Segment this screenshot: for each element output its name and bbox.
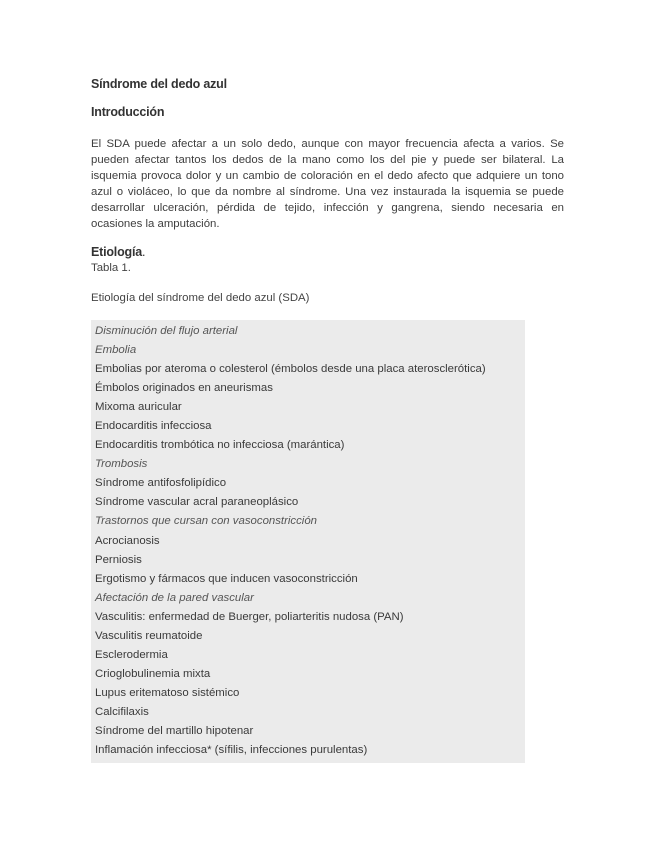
table-row: Mixoma auricular [95, 401, 182, 414]
etiology-heading-line [91, 244, 145, 260]
table-category-row: Trastornos que cursan con vasoconstricción [95, 515, 318, 528]
table-caption: Etiología del síndrome del dedo azul (SDA) [91, 292, 310, 304]
table-row: Endocarditis infecciosa [95, 420, 212, 433]
document-title: Síndrome del dedo azul [91, 77, 227, 91]
table-row: Esclerodermia [95, 648, 168, 661]
table-row: Vasculitis: enfermedad de Buerger, poliarteritis nudosa (PAN) [95, 610, 404, 623]
table-category-row: Disminución del flujo arterial [95, 325, 238, 337]
introduction-heading: Introducción [91, 105, 165, 119]
table-row: Endocarditis trombótica no infecciosa (marántica) [95, 439, 345, 452]
introduction-paragraph: El SDA puede afectar a un solo dedo, aunque con mayor frecuencia afecta a varios. Se pueden afectar tantos los dedos de la mano como los del pie y puede ser bilateral. La isquemia provoca dolor y un cambio de coloración en el dedo afecto que adquiere un tono azul o violáceo, lo que da nombre al síndrome. Una vez instaurada la isquemia se puede desarrollar ulceración, pérdida de tejido, infección y gangrena, siendo necesaria en ocasiones la amputación. [91, 138, 564, 231]
table-row: Síndrome antifosfolipídico [95, 477, 227, 490]
table-row: Síndrome vascular acral paraneoplásico [95, 496, 299, 509]
table-category-row: Trombosis [95, 458, 148, 471]
table-row: Perniosis [95, 553, 142, 566]
table-row: Calcifilaxis [95, 705, 149, 718]
table-row: Inflamación infecciosa* (sífilis, infecciones purulentas) [95, 744, 368, 757]
table-row: Acrocianosis [95, 534, 160, 547]
table-label: Tabla 1. [91, 262, 131, 274]
etiology-heading: Etiología [91, 245, 142, 259]
table-row: Vasculitis reumatoide [95, 629, 203, 642]
table-row: Lupus eritematoso sistémico [95, 686, 240, 699]
table-row: Embolias por ateroma o colesterol (émbolos desde una placa aterosclerótica) [95, 363, 486, 376]
table-category-row: Afectación de la pared vascular [95, 591, 254, 604]
table-category-row: Embolia [95, 344, 137, 357]
table-row: Crioglobulinemia mixta [95, 667, 211, 680]
document-page [91, 76, 564, 757]
table-row: Émbolos originados en aneurismas [95, 382, 273, 395]
etiology-heading-dot: . [141, 245, 146, 259]
table-row: Ergotismo y fármacos que inducen vasoconstricción [95, 572, 358, 585]
etiology-table [91, 320, 525, 763]
table-row: Síndrome del martillo hipotenar [95, 724, 254, 737]
